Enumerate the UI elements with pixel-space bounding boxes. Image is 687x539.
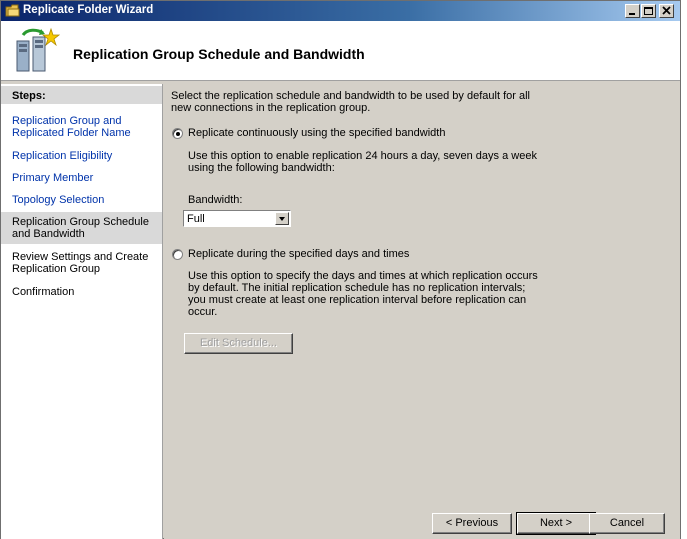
- previous-button[interactable]: < Previous: [432, 513, 512, 534]
- cancel-button[interactable]: Cancel: [589, 513, 665, 534]
- option-schedule-label[interactable]: Replicate during the specified days and times: [188, 248, 410, 260]
- bandwidth-value: Full: [187, 213, 205, 225]
- step-replication-eligibility[interactable]: Replication Eligibility: [12, 150, 113, 162]
- wizard-content: [164, 84, 678, 508]
- steps-label: Steps:: [1, 86, 162, 104]
- folder-icon: [5, 4, 20, 17]
- bandwidth-select[interactable]: [183, 210, 291, 227]
- option-continuous-label[interactable]: Replicate continuously using the specified bandwidth: [188, 127, 446, 139]
- maximize-button[interactable]: [641, 4, 656, 18]
- step-replication-group-name[interactable]: Replication Group and Replicated Folder Name: [12, 115, 131, 139]
- step-schedule-bandwidth: Replication Group Schedule and Bandwidth: [1, 212, 162, 244]
- minimize-icon: [629, 13, 635, 15]
- close-icon: [660, 5, 673, 17]
- option-continuous-description: Use this option to enable replication 24 hours a day, seven days a week using the following bandwidth:: [188, 150, 537, 174]
- radio-replicate-continuously[interactable]: [172, 128, 183, 139]
- chevron-down-icon[interactable]: [275, 212, 289, 225]
- close-button[interactable]: [659, 4, 674, 18]
- step-primary-member[interactable]: Primary Member: [12, 172, 94, 184]
- next-button[interactable]: Next >: [517, 513, 595, 534]
- edit-schedule-button[interactable]: Edit Schedule...: [184, 333, 293, 354]
- title-bar[interactable]: [1, 1, 680, 21]
- maximize-icon: [644, 7, 653, 15]
- steps-sidebar: [1, 84, 163, 539]
- bandwidth-label: Bandwidth:: [188, 194, 243, 206]
- wizard-header: [1, 21, 680, 81]
- window-title: Replicate Folder Wizard: [23, 4, 154, 16]
- page-title: Replication Group Schedule and Bandwidth: [73, 46, 365, 62]
- minimize-button[interactable]: [625, 4, 640, 18]
- option-schedule-description: Use this option to specify the days and times at which replication occurs by default. The initial replication schedule has no replication intervals; you must create at least one replication interval before replication can occur.: [188, 270, 538, 318]
- intro-text: Select the replication schedule and bandwidth to be used by default for all new connections in the replication group.: [171, 90, 530, 114]
- step-topology-selection[interactable]: Topology Selection: [12, 194, 105, 206]
- step-review-settings: Review Settings and Create Replication Group: [12, 251, 149, 275]
- wizard-footer: [164, 508, 680, 539]
- radio-replicate-schedule[interactable]: [172, 249, 183, 260]
- replication-server-icon: [13, 27, 61, 75]
- step-confirmation: Confirmation: [12, 286, 75, 298]
